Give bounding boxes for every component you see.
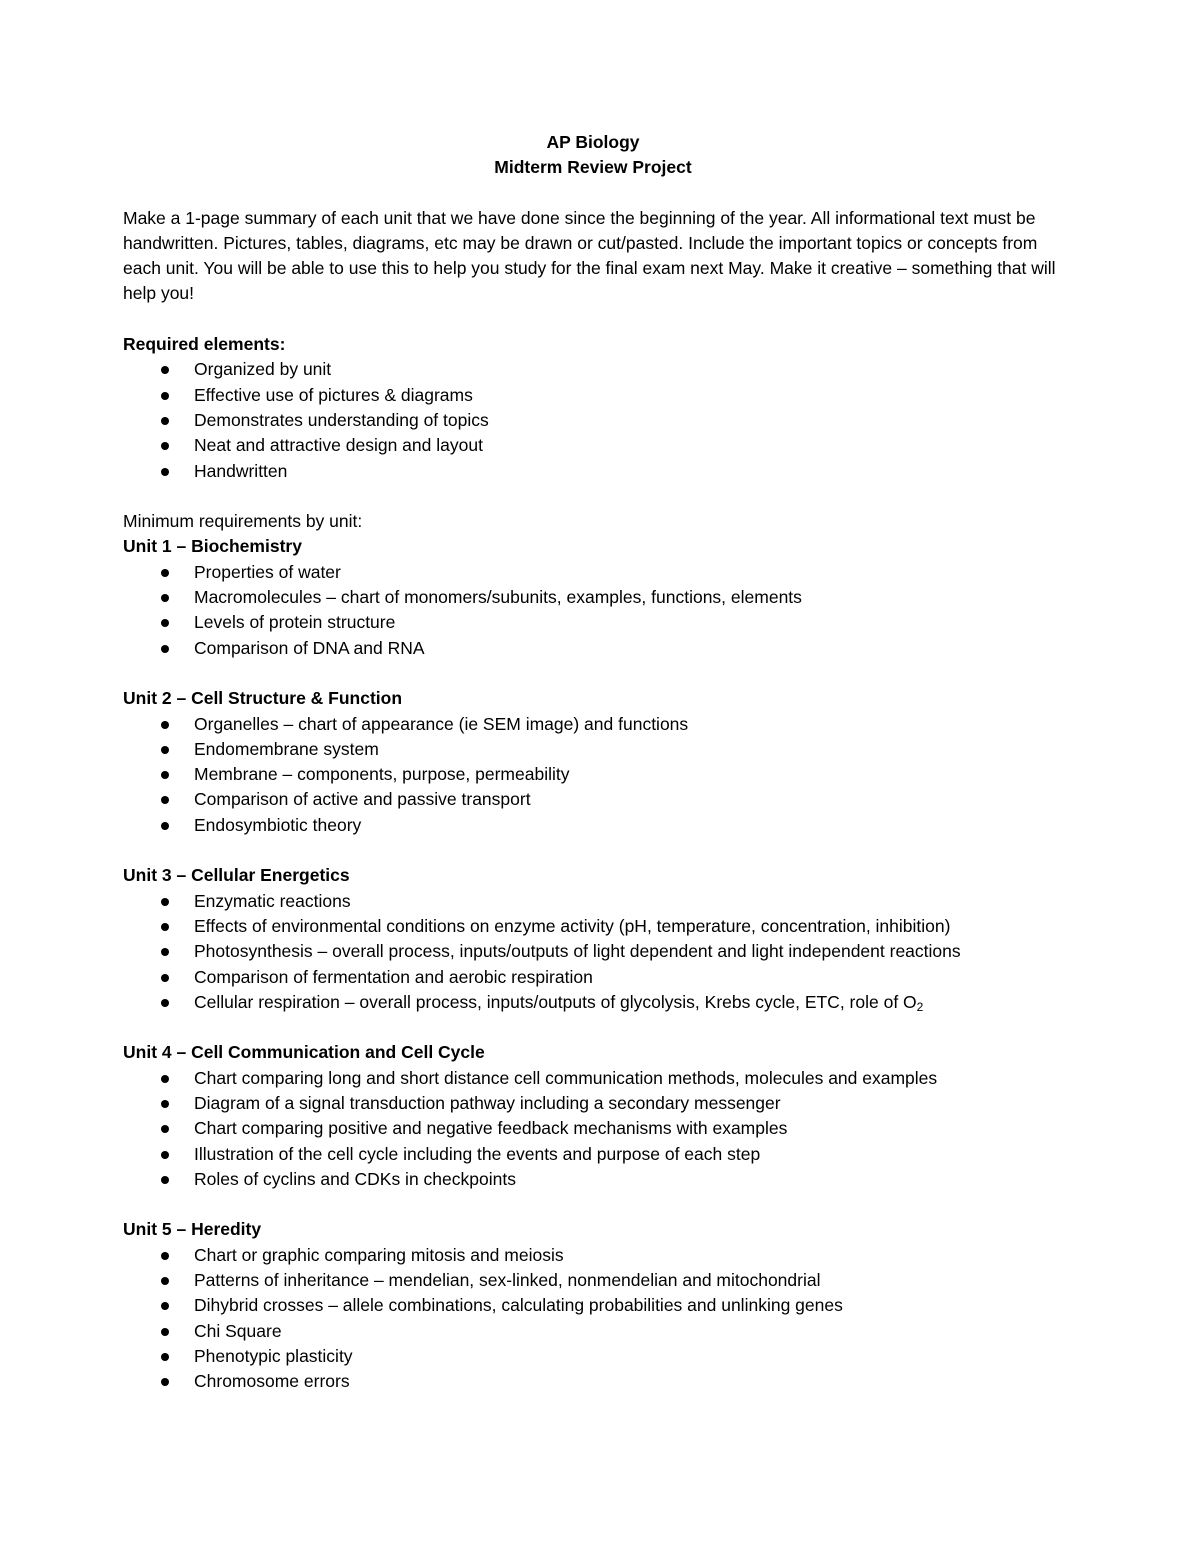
document-title bbox=[123, 130, 1063, 181]
unit-2-section bbox=[123, 686, 1063, 838]
o2-subscript: 2 bbox=[916, 999, 924, 1014]
unit-5-heading: Unit 5 – Heredity bbox=[123, 1219, 262, 1240]
list-item-text: Effective use of pictures & diagrams bbox=[194, 384, 473, 405]
list-item bbox=[123, 1167, 1063, 1192]
unit-3-list bbox=[123, 889, 1063, 1015]
list-item-text: Patterns of inheritance – mendelian, sex-linked, nonmendelian and mitochondrial bbox=[194, 1270, 821, 1291]
list-item-text: Diagram of a signal transduction pathway including a secondary messenger bbox=[194, 1092, 781, 1113]
bullet-icon bbox=[161, 1302, 169, 1310]
bullet-icon bbox=[161, 468, 169, 476]
bullet-icon bbox=[161, 1176, 169, 1184]
list-item-text: Macromolecules – chart of monomers/subunits, examples, functions, elements bbox=[194, 587, 802, 608]
list-item bbox=[123, 408, 1063, 433]
list-item-text: Handwritten bbox=[194, 460, 288, 481]
list-item-text: Photosynthesis – overall process, inputs/outputs of light dependent and light independent reactions bbox=[194, 941, 961, 962]
intro-paragraph: Make a 1-page summary of each unit that we have done since the beginning of the year. All informational text must be handwritten. Pictures, tables, diagrams, etc may be drawn or cut/pasted. Include the important topics or concepts from each unit. You will be able to use this to help you study for the final exam next May. Make it creative – something that will help you! bbox=[123, 207, 1056, 304]
list-item bbox=[123, 357, 1063, 382]
list-item-text: Roles of cyclins and CDKs in checkpoints bbox=[194, 1168, 516, 1189]
list-item-text: Cellular respiration – overall process, inputs/outputs of glycolysis, Krebs cycle, ETC, role of O bbox=[194, 991, 917, 1012]
list-item bbox=[123, 1243, 1063, 1268]
list-item bbox=[123, 914, 1063, 939]
unit-4-list bbox=[123, 1066, 1063, 1192]
list-item bbox=[123, 383, 1063, 408]
unit-1-section bbox=[123, 534, 1063, 660]
list-item-text: Organelles – chart of appearance (ie SEM image) and functions bbox=[194, 713, 689, 734]
bullet-icon bbox=[161, 1100, 169, 1108]
bullet-icon bbox=[161, 569, 169, 577]
bullet-icon bbox=[161, 923, 169, 931]
list-item bbox=[123, 1369, 1063, 1394]
list-item bbox=[123, 459, 1063, 484]
list-item-text: Comparison of DNA and RNA bbox=[194, 637, 425, 658]
list-item-text: Comparison of active and passive transport bbox=[194, 789, 531, 810]
list-item bbox=[123, 1293, 1063, 1318]
minimum-requirements-heading: Minimum requirements by unit: bbox=[123, 511, 363, 532]
list-item-text: Chart or graphic comparing mitosis and meiosis bbox=[194, 1244, 564, 1265]
bullet-icon bbox=[161, 1075, 169, 1083]
list-item bbox=[123, 1066, 1063, 1091]
bullet-icon bbox=[161, 721, 169, 729]
unit-1-heading: Unit 1 – Biochemistry bbox=[123, 536, 302, 557]
list-item bbox=[123, 1142, 1063, 1167]
list-item-text: Phenotypic plasticity bbox=[194, 1345, 353, 1366]
bullet-icon bbox=[161, 796, 169, 804]
bullet-icon bbox=[161, 999, 169, 1007]
list-item-text: Effects of environmental conditions on enzyme activity (pH, temperature, concentration, inhibition) bbox=[194, 915, 951, 936]
list-item bbox=[123, 610, 1063, 635]
list-item bbox=[123, 712, 1063, 737]
bullet-icon bbox=[161, 442, 169, 450]
list-item-text: Illustration of the cell cycle including the events and purpose of each step bbox=[194, 1143, 761, 1164]
bullet-icon bbox=[161, 948, 169, 956]
bullet-icon bbox=[161, 366, 169, 374]
bullet-icon bbox=[161, 1378, 169, 1386]
list-item bbox=[123, 762, 1063, 787]
unit-3-heading: Unit 3 – Cellular Energetics bbox=[123, 865, 350, 886]
required-elements-heading: Required elements: bbox=[123, 334, 286, 355]
bullet-icon bbox=[161, 822, 169, 830]
list-item bbox=[123, 1344, 1063, 1369]
list-item-text: Endomembrane system bbox=[194, 738, 379, 759]
list-item-text: Organized by unit bbox=[194, 359, 332, 380]
list-item-text: Chart comparing long and short distance cell communication methods, molecules and examples bbox=[194, 1067, 938, 1088]
list-item bbox=[123, 939, 1063, 964]
list-item bbox=[123, 636, 1063, 661]
unit-4-heading: Unit 4 – Cell Communication and Cell Cycle bbox=[123, 1042, 485, 1063]
list-item bbox=[123, 1319, 1063, 1344]
list-item bbox=[123, 560, 1063, 585]
list-item bbox=[123, 1091, 1063, 1116]
bullet-icon bbox=[161, 1277, 169, 1285]
list-item bbox=[123, 813, 1063, 838]
list-item-text: Neat and attractive design and layout bbox=[194, 435, 483, 456]
unit-1-list bbox=[123, 560, 1063, 661]
list-item-text: Demonstrates understanding of topics bbox=[194, 409, 489, 430]
document-content bbox=[123, 130, 1063, 1395]
unit-5-list bbox=[123, 1243, 1063, 1395]
title-project: Midterm Review Project bbox=[494, 157, 692, 178]
bullet-icon bbox=[161, 619, 169, 627]
title-course: AP Biology bbox=[546, 132, 640, 152]
bullet-icon bbox=[161, 974, 169, 982]
list-item-text: Properties of water bbox=[194, 561, 341, 582]
unit-3-section bbox=[123, 863, 1063, 1015]
bullet-icon bbox=[161, 1353, 169, 1361]
list-item bbox=[123, 990, 1063, 1015]
bullet-icon bbox=[161, 392, 169, 400]
list-item bbox=[123, 1268, 1063, 1293]
list-item bbox=[123, 889, 1063, 914]
bullet-icon bbox=[161, 417, 169, 425]
bullet-icon bbox=[161, 594, 169, 602]
bullet-icon bbox=[161, 1151, 169, 1159]
bullet-icon bbox=[161, 1125, 169, 1133]
bullet-icon bbox=[161, 746, 169, 754]
list-item bbox=[123, 585, 1063, 610]
bullet-icon bbox=[161, 1252, 169, 1260]
required-elements-section bbox=[123, 332, 1063, 484]
list-item bbox=[123, 787, 1063, 812]
bullet-icon bbox=[161, 771, 169, 779]
list-item-text: Comparison of fermentation and aerobic respiration bbox=[194, 966, 593, 987]
list-item bbox=[123, 737, 1063, 762]
unit-2-list bbox=[123, 712, 1063, 838]
list-item-text: Chi Square bbox=[194, 1320, 282, 1341]
unit-4-section bbox=[123, 1040, 1063, 1192]
bullet-icon bbox=[161, 898, 169, 906]
list-item-text: Chart comparing positive and negative feedback mechanisms with examples bbox=[194, 1118, 788, 1139]
required-elements-list bbox=[123, 357, 1063, 483]
list-item-text: Enzymatic reactions bbox=[194, 890, 351, 911]
bullet-icon bbox=[161, 1328, 169, 1336]
list-item-text: Levels of protein structure bbox=[194, 612, 396, 633]
unit-5-section bbox=[123, 1217, 1063, 1394]
list-item-text: Membrane – components, purpose, permeability bbox=[194, 764, 570, 785]
list-item-text: Chromosome errors bbox=[194, 1371, 350, 1392]
list-item-text: Dihybrid crosses – allele combinations, calculating probabilities and unlinking genes bbox=[194, 1295, 843, 1316]
bullet-icon bbox=[161, 645, 169, 653]
list-item bbox=[123, 965, 1063, 990]
list-item-text: Endosymbiotic theory bbox=[194, 814, 362, 835]
list-item bbox=[123, 433, 1063, 458]
unit-2-heading: Unit 2 – Cell Structure & Function bbox=[123, 688, 403, 709]
list-item bbox=[123, 1116, 1063, 1141]
